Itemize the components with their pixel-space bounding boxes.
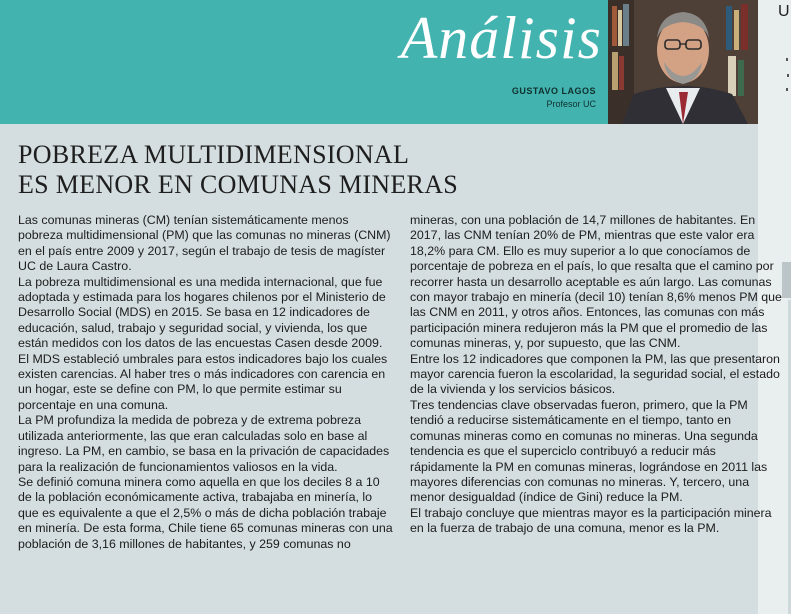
- adjacent-article-letter: U: [778, 3, 790, 20]
- paragraph: mineras, con una población de 14,7 millones de habitantes. En 2017, las CNM tenían 20% de PM, mientras que este valor era 18,2% para CM. Ello es muy superior a lo que conocíamos de porcentaje de pobreza en el país, lo que resalta que el camino por recorrer hasta un desarrollo aceptable es aún largo. Las comunas con mayor trabajo en minería (decil 10) tenían 8,6% menos PM que las CNM en 2011, y otros años. Entonces, las comunas con más participación minera redujeron más la PM que el promedio de las comunas mineras, y, por supuesto, que las CNM.: [410, 213, 782, 351]
- author-portrait-image: [608, 0, 758, 124]
- article-column-right: [410, 213, 782, 537]
- paragraph: Las comunas mineras (CM) tenían sistemáticamente menos pobreza multidimensional (PM) que las comunas no mineras (CNM) en el país entre 2009 y 2017, según el trabajo de tesis de magíster UC de Laura Castro.: [18, 213, 391, 274]
- article-column-left: [18, 213, 396, 552]
- paragraph: Se definió comuna minera como aquella en que los deciles 8 a 10 de la población económicamente activa, trabajaba en minería, lo que es equivalente a que el 2,5% o más de dicha población trabaje en minería. De esta forma, Chile tiene 65 comunas mineras con una población de 3,16 millones de habitantes, y 259 comunas no: [18, 474, 393, 551]
- adjacent-article-block: [782, 262, 791, 298]
- headline-line-2: ES MENOR EN COMUNAS MINERAS: [18, 170, 459, 199]
- author-name: GUSTAVO LAGOS: [511, 86, 596, 96]
- section-title: Análisis: [400, 5, 602, 71]
- headline-line-1: POBREZA MULTIDIMENSIONAL: [18, 140, 410, 169]
- paragraph: La PM profundiza la medida de pobreza y de extrema pobreza utilizada anteriormente, las que eran calculadas solo en base al ingreso. La PM, en cambio, se basa en la privación de capacidades para la realización de funcionamientos valiosos en la vida.: [18, 413, 390, 474]
- author-role: Profesor UC: [546, 99, 596, 109]
- author-photo: [608, 0, 758, 124]
- article-headline: [18, 140, 458, 200]
- paragraph: Entre los 12 indicadores que componen la PM, las que presentaron mayor carencia fueron la escolaridad, la seguridad social, el estado de la vivienda y los servicios básicos.: [410, 351, 780, 397]
- paragraph: La pobreza multidimensional es una medida internacional, que fue adoptada y estimada para los hogares chilenos por el Ministerio de Desarrollo Social (MDS) en 2015. Se basa en 12 indicadores de educación, salud, trabajo y seguridad social, y vivienda, los que están medidos con los datos de las encuestas Casen desde 2009. El MDS estableció umbrales para estos indicadores bajo los cuales existen carencias. Al haber tres o más indicadores con carencia en un hogar, este se define con PM, lo que permite estimar su porcentaje en una comuna.: [18, 274, 388, 412]
- paragraph: Tres tendencias clave observadas fueron, primero, que la PM tendió a reducirse sistemáticamente en el tiempo, tanto en comunas mineras como en comunas no mineras. Una segunda tendencia es que el superciclo contribuyó a reducir más rápidamente la PM en comunas mineras, lográndose en 2011 las mayores diferencias con comunas no mineras. Y, tercero, una menor desigualdad (índice de Gini) reduce la PM.: [410, 397, 768, 505]
- section-header: [0, 0, 608, 124]
- paragraph: El trabajo concluye que mientras mayor es la participación minera en la fuerza de trabajo de una comuna, menor es la PM.: [410, 505, 772, 536]
